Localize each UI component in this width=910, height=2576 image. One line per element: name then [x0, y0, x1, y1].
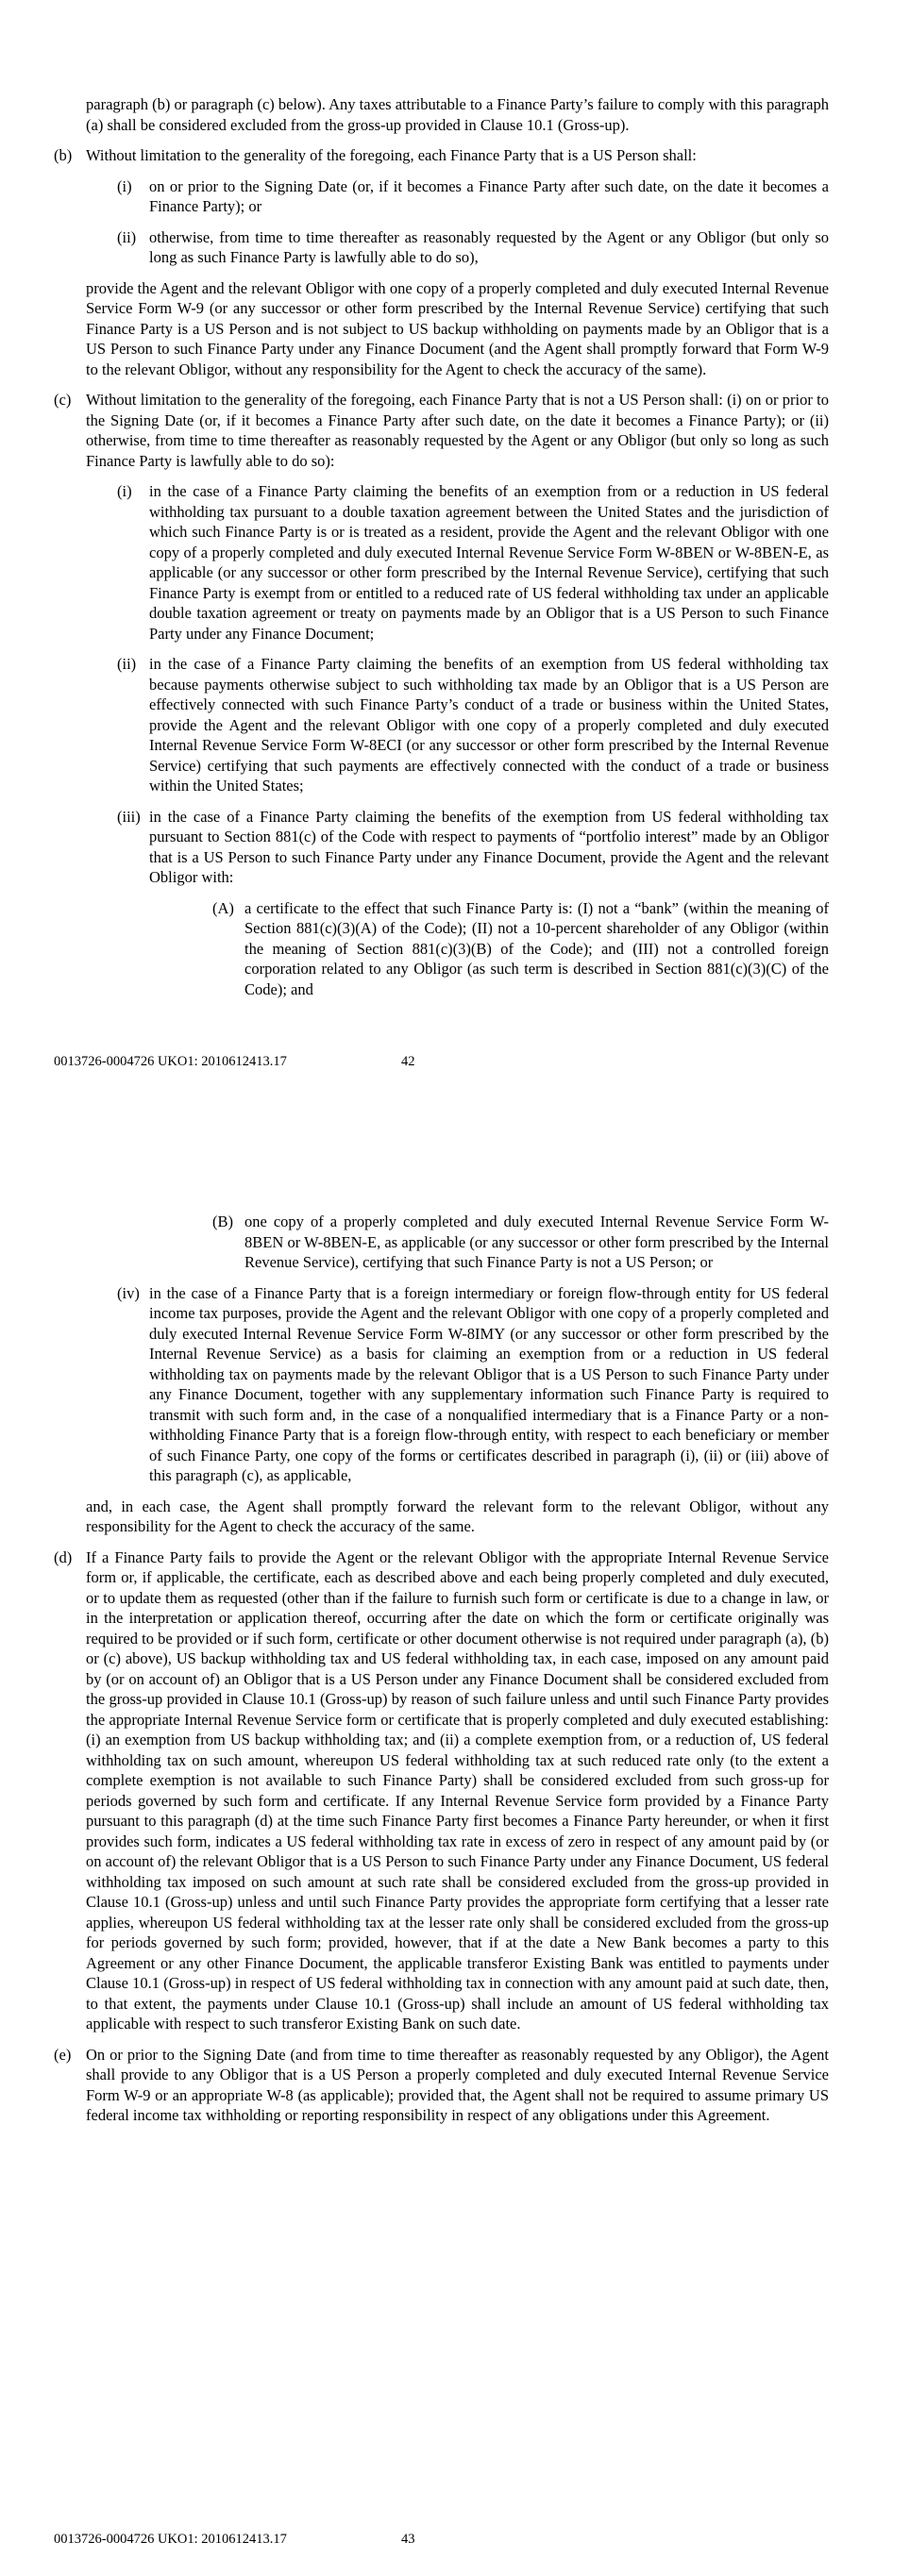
- para-b-ii: [54, 227, 829, 268]
- paragraph-text: Without limitation to the generality of the foregoing, each Finance Party that is a US Person shall:: [86, 146, 697, 164]
- clause-label: (c): [54, 391, 72, 409]
- clause-label: (i): [117, 176, 132, 195]
- page-number: 42: [401, 1054, 415, 1069]
- para-c-i: [54, 481, 829, 644]
- clause-label: (A): [212, 898, 234, 917]
- paragraph-text: in the case of a Finance Party claiming the benefits of an exemption from or a reduction in US federal withholding tax pursuant to a double taxation agreement between the United States and the jurisdiction of which such Finance Party is or is treated as a resident, provide the Agent and the relevant Obligor with one copy of a properly completed and duly executed Internal Revenue Service Form W-8BEN or W-8BEN-E, as applicable (or any successor or other form prescribed by the Internal Revenue Service), certifying that such Finance Party is exempt from or entitled to a reduced rate of US federal withholding tax under an applicable double taxation agreement or treaty on payments made by an Obligor that is a US Person to such Finance Party under any Finance Document;: [149, 482, 829, 643]
- para-c-wrapup: [54, 1497, 829, 1537]
- paragraph-text: If a Finance Party fails to provide the Agent or the relevant Obligor with the appropriate Internal Revenue Service form or, if applicable, the certificate, each as described above and each being properly completed and duly executed, or to update them as requested (other than if the failure to furnish such form or certificate is due to a change in law, or in the interpretation or application thereof, occurring after the date on which the form or certificate originally was required to be provided or if such form, certificate or other document otherwise is not required under paragraph (a), (b) or (c) above), US backup withholding tax and US federal withholding tax, in each case, imposed on any amount paid by (or on account of) an Obligor that is a US Person under any Finance Document shall be considered excluded from the gross-up provided in Clause 10.1 (Gross-up) by reason of such failure unless and until such Finance Party provides the appropriate Internal Revenue Service form or certificate that is properly completed and duly executed establishing: (i) an exemption from US backup withholding tax; and (ii) a complete exemption from, or a reduction of, US federal withholding tax on such amount, whereupon US federal withholding tax at such reduced rate only (to the extent a complete exemption is not available to such Finance Party) shall be considered excluded from such gross-up for periods governed by such form and certificate. If any Internal Revenue Service form provided by a Finance Party pursuant to this paragraph (d) at the time such Finance Party first becomes a Finance Party hereunder, or when it first provides such form, indicates a US federal withholding tax rate in excess of zero in respect of any amount paid by (or on account of) the relevant Obligor that is a US Person to such Finance Party under any Finance Document, US federal withholding tax imposed on such amount at such rate shall be considered excluded from the gross-up provided in Clause 10.1 (Gross-up) unless and until such Finance Party provides the appropriate form certifying that a lesser rate applies, whereupon US federal withholding tax at the lesser rate only shall be considered excluded from the gross-up for periods governed by such form; provided, however, that if at the date a New Bank becomes a party to this Agreement or any other Finance Document, the applicable transferor Existing Bank was entitled to payments under Clause 10.1 (Gross-up) in respect of US federal withholding tax in connection with any amount paid at such date, then, to that extent, the payments under Clause 10.1 (Gross-up) shall include an amount of US federal withholding tax applicable with respect to such transferor Existing Bank on such date.: [86, 1547, 829, 2032]
- para-c-iii: [54, 807, 829, 888]
- para-b: [54, 145, 829, 166]
- paragraph-text: in the case of a Finance Party claiming the benefits of the exemption from US federal withholding tax pursuant to Section 881(c) of the Code with respect to payments of “portfolio interest” made by an Obligor that is a US Person to such Finance Party under any Finance Document, provide the Agent and the relevant Obligor with:: [149, 807, 829, 886]
- page-43: [54, 1212, 829, 2548]
- paragraph-text: on or prior to the Signing Date (or, if it becomes a Finance Party after such date, on the date it becomes a Finance Party); or: [149, 176, 829, 215]
- para-c-iii-A: [54, 898, 829, 1000]
- clause-label: (iv): [117, 1283, 140, 1302]
- document-reference: 0013726-0004726 UKO1: 2010612413.17: [54, 2532, 287, 2547]
- paragraph-text: provide the Agent and the relevant Obligor with one copy of a properly completed and duly executed Internal Revenue Service Form W-9 (or any successor or other form prescribed by the Internal Revenue Service) certifying that such Finance Party is a US Person and is not subject to US backup withholding on payments made by an Obligor that is a US Person to such Finance Party under any Finance Document (and the Agent shall promptly forward that Form W-9 to the relevant Obligor, without any responsibility for the Agent to check the accuracy of the same).: [86, 278, 829, 378]
- para-e: [54, 2045, 829, 2126]
- para-c-iv: [54, 1283, 829, 1486]
- para-b-i: [54, 176, 829, 217]
- clause-label: (b): [54, 146, 73, 164]
- paragraph-text: a certificate to the effect that such Finance Party is: (I) not a “bank” (within the meaning of Section 881(c)(3)(A) of the Code); (II) not a 10-percent shareholder of any Obligor (within the meaning of Section 881(c)(3)(B) of the Code); and (III) not a controlled foreign corporation related to any Obligor (as such term is described in Section 881(c)(3)(C) of the Code); and: [244, 898, 829, 998]
- para-c: [54, 390, 829, 471]
- clause-label: (e): [54, 2045, 72, 2064]
- paragraph-text: in the case of a Finance Party that is a foreign intermediary or foreign flow-through entity for US federal income tax purposes, provide the Agent and the relevant Obligor with one copy of a properly completed and duly executed Internal Revenue Service Form W-8IMY (or any successor or other form prescribed by the Internal Revenue Service) as a basis for claiming an exemption from or a reduction in US federal withholding tax on payments made by the relevant Obligor that is a US Person to such Finance Party under any Finance Document, together with any supplementary information such Finance Party is required to transmit with such form and, in the case of a nonqualified intermediary that is a Finance Party or a non-withholding Finance Party that is a foreign flow-through entity, with respect to each beneficiary or member of such Finance Party, one copy of the forms or certificates described in paragraph (i), (ii) or (iii) above of this paragraph (c), as applicable,: [149, 1283, 829, 1484]
- para-b-provide: [54, 278, 829, 380]
- paragraph-text: and, in each case, the Agent shall promptly forward the relevant form to the relevant Obligor, without any responsibility for the Agent to check the accuracy of the same.: [86, 1497, 829, 1535]
- clause-label: (ii): [117, 655, 137, 673]
- clause-label: (d): [54, 1547, 73, 1566]
- paragraph-text: in the case of a Finance Party claiming the benefits of an exemption from US federal withholding tax because payments otherwise subject to such withholding tax made by an Obligor that is a US Person are effectively connected with such Finance Party’s conduct of a trade or business within the United States, provide the Agent and the relevant Obligor with one copy of a properly completed and duly executed Internal Revenue Service Form W-8ECI (or any successor or other form prescribed by the Internal Revenue Service) certifying that such payments are effectively connected with the conduct of a trade or business within the United States;: [149, 655, 829, 795]
- clause-label: (i): [117, 482, 132, 500]
- paragraph-text: On or prior to the Signing Date (and from time to time thereafter as reasonably requested by any Obligor), the Agent shall provide to any Obligor that is a US Person a properly completed and duly executed Internal Revenue Service Form W-9 or an appropriate W-8 (as applicable); provided that, the Agent shall not be required to assume primary US federal income tax withholding or reporting responsibility in respect of any obligations under this Agreement.: [86, 2045, 829, 2124]
- paragraph-text: Without limitation to the generality of the foregoing, each Finance Party that is not a US Person shall: (i) on or prior to the Signing Date (or, if it becomes a Finance Party after such date, on the date it becomes a Finance Party); or (ii) otherwise, from time to time thereafter as reasonably requested by the Agent or any Obligor (but only so long as such Finance Party is lawfully able to do so):: [86, 391, 829, 470]
- page-number: 43: [401, 2532, 415, 2547]
- page-42: [54, 94, 829, 1070]
- clause-label: (B): [212, 1213, 233, 1230]
- para-continuation: [54, 94, 829, 135]
- paragraph-text: otherwise, from time to time thereafter as reasonably requested by the Agent or any Obligor (but only so long as such Finance Party is lawfully able to do so),: [149, 227, 829, 266]
- clause-label: (ii): [117, 227, 137, 246]
- para-c-iii-B: [54, 1212, 829, 1273]
- page-footer-42: [54, 1053, 829, 1070]
- para-d: [54, 1547, 829, 2034]
- document-reference: 0013726-0004726 UKO1: 2010612413.17: [54, 1054, 287, 1069]
- paragraph-text: paragraph (b) or paragraph (c) below). Any taxes attributable to a Finance Party’s failure to comply with this paragraph (a) shall be considered excluded from the gross-up provided in Clause 10.1 (Gross-up).: [86, 95, 829, 134]
- para-c-ii: [54, 654, 829, 796]
- clause-label: (iii): [117, 807, 141, 826]
- paragraph-text: one copy of a properly completed and duly executed Internal Revenue Service Form W-8BEN or W-8BEN-E, as applicable (or any successor or other form prescribed by the Internal Revenue Service), certifying that such Finance Party is not a US Person; or: [244, 1213, 829, 1271]
- page-footer-43: [54, 2493, 829, 2548]
